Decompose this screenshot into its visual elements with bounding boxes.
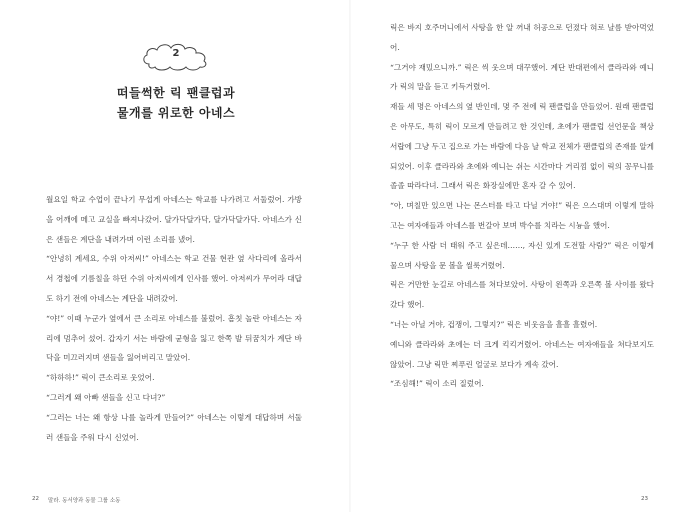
page-number-right: 23 (641, 496, 648, 502)
chapter-title-line-1: 떠들썩한 릭 팬클럽과 (116, 86, 236, 100)
paragraph: 릭은 거만한 눈길로 아네스를 쳐다보았어. 사탕이 왼쪽과 오른쪽 볼 사이를 왔다 갔다 했어. (390, 280, 654, 310)
running-head: 말라. 동서양과 동물 그룹 소동 (48, 498, 121, 504)
right-page (350, 0, 700, 512)
chapter-title-line-2: 물개를 위로한 아네스 (116, 106, 236, 120)
paragraph: “누구 한 사람 더 태워 주고 싶은데……, 자신 있게 도전할 사람?” 릭은 이렇게 물으며 사탕을 문 볼을 씰룩거렸어. (390, 240, 654, 270)
paragraph: “야!” 이때 누군가 옆에서 큰 소리로 아네스를 불렀어. 흠칫 놀란 아네스는 자리에 멈추어 섰어. 갑자기 서는 바람에 균형을 잃고 한쪽 발 뒤꿈치가 계단 바닥을 미끄러지며 샌들을 잃어버리고 말았어. (46, 313, 302, 363)
paragraph: “안녕히 계세요, 수위 아저씨!” 아네스는 학교 건물 현관 옆 사다리에 올라서서 경첩에 기름칠을 하던 수위 아저씨에게 인사를 했어. 아저씨가 무어라 대답도 하기 전에 아네스는 계단을 내려갔어. (46, 254, 302, 303)
paragraph: “하하하!” 릭이 큰소리로 웃었어. (46, 373, 155, 383)
paragraph: 릭은 바지 호주머니에서 사탕을 한 알 꺼내 허공으로 던졌다 혀로 날름 받아먹었어. (390, 23, 654, 52)
right-body-text (390, 18, 654, 394)
left-body-text (46, 190, 302, 447)
paragraph: “조심해!” 릭이 소리 질렀어. (390, 379, 484, 389)
paragraph: 재들 세 명은 아네스의 옆 반인데, 몇 주 전에 릭 팬클럽을 만들었어. 원래 팬클럽은 아무도, 특히 릭이 모르게 만들려고 한 것인데, 초에가 팬클럽 선언문을 책상 서랍에 그냥 두고 집으로 가는 바람에 다음 날 학교 전체가 팬클럽의 존재를 알게 되었어. 이후 클라라와 초에와 예니는 쉬는 시간마다 거리낌 없이 릭의 꽁무니를 졸졸 따라다녀. 그래서 릭은 화장실에만 혼자 갈 수 있어. (390, 102, 654, 191)
paragraph: “아, 며칠만 있으면 나는 몬스터를 타고 다닐 거야!” 릭은 으스대며 이렇게 말하고는 여자애들과 아네스를 번갈아 보며 박수를 치라는 시늉을 했어. (390, 201, 654, 230)
paragraph: “너는 아닐 거야, 겁쟁이, 그렇지?” 릭은 비웃음을 흘흘 흘렸어. (390, 319, 598, 329)
paragraph: 예니와 클라라와 초에는 더 크게 킥킥거렸어. 아네스는 여자애들을 쳐다보지도 않았어. 그냥 릭만 찌푸린 얼굴로 보다가 계속 갔어. (390, 339, 654, 369)
chapter-number: 2 (172, 48, 180, 59)
page-number-left: 22 (32, 496, 39, 502)
paragraph: 월요일 학교 수업이 끝나기 무섭게 아네스는 학교를 나가려고 서둘렀어. 가방을 어깨에 메고 교실을 빠져나갔어. 달가닥달가닥, 달가닥달가닥. 아네스가 신은 샌들은 계단을 내려가며 이런 소리를 냈어. (46, 195, 302, 244)
paragraph: “그러게 왜 아빠 샌들을 신고 다녀?” (46, 392, 166, 402)
chapter-badge (139, 40, 213, 74)
paragraph: “그러는 너는 왜 항상 나를 놀라게 만들어?” 아네스는 이렇게 대답하며 서둘러 샌들을 주워 다시 신었어. (46, 412, 302, 442)
paragraph: “그거야 재밌으니까.” 릭은 씩 웃으며 대꾸했어. 계단 반대편에서 클라라와 예니가 릭의 말을 듣고 키득거렸어. (390, 62, 654, 92)
